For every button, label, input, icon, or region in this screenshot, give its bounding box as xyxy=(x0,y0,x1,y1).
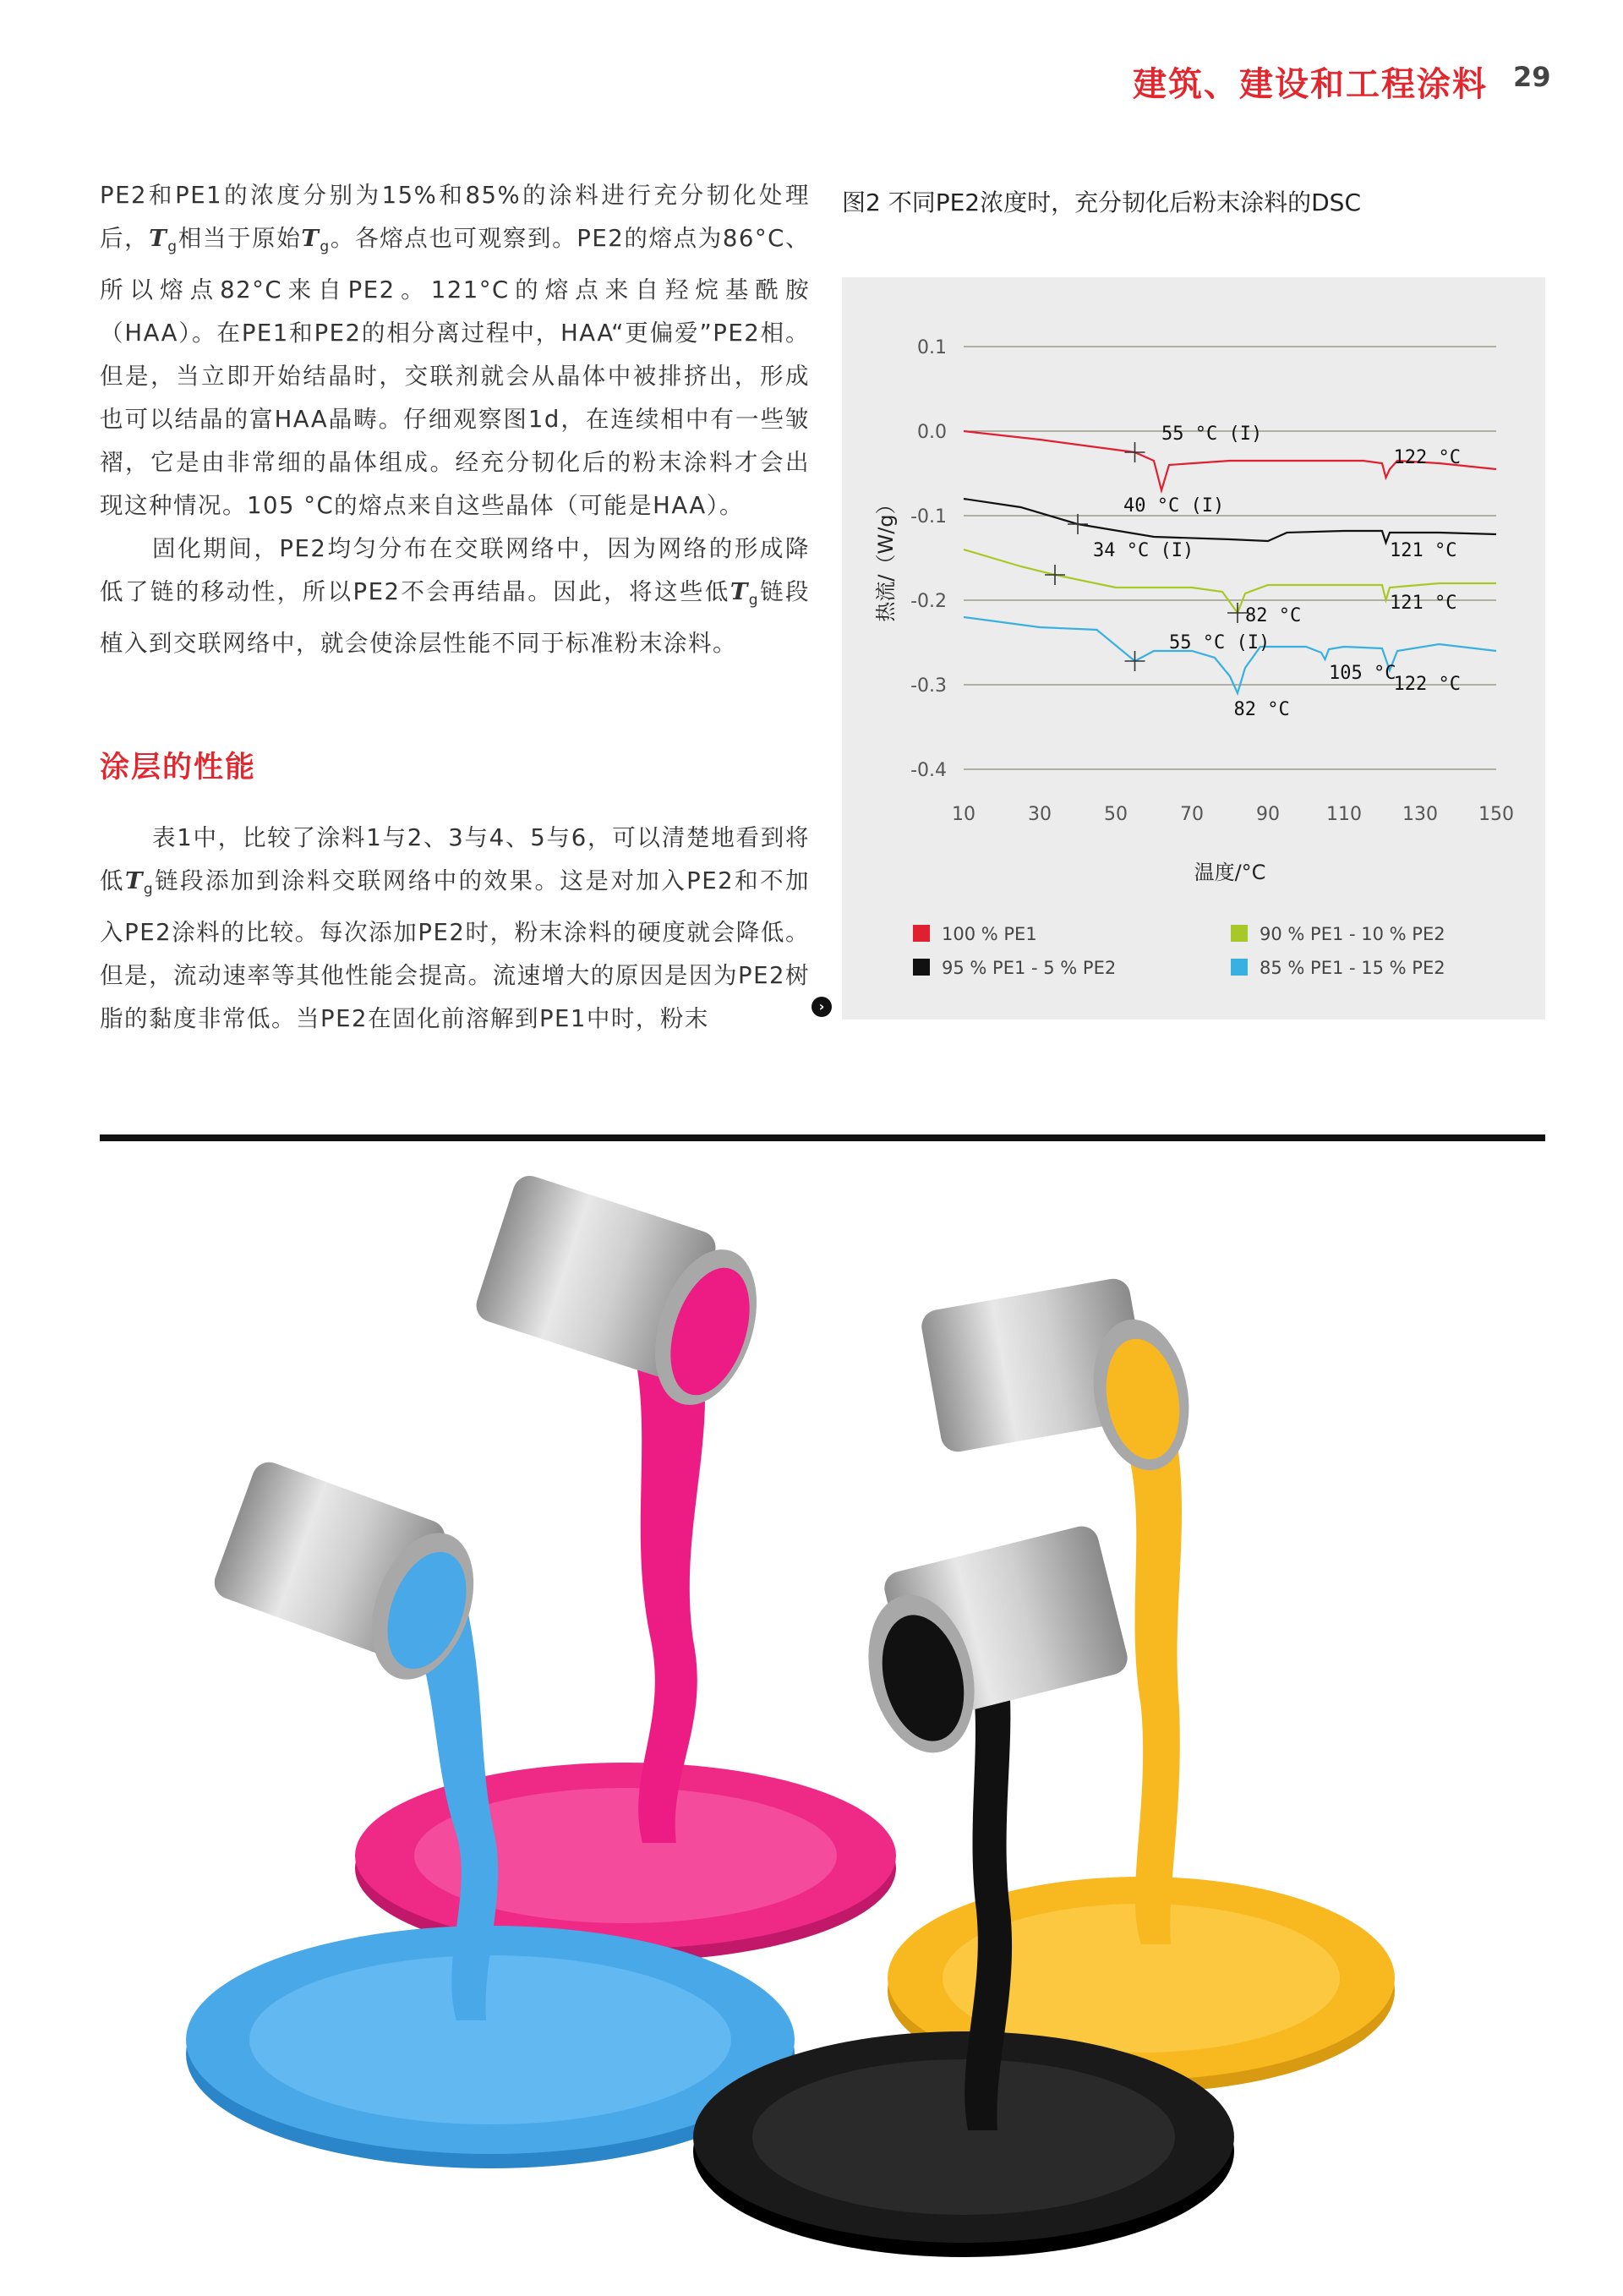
x-tick-label: 130 xyxy=(1402,804,1438,825)
page-number: 29 xyxy=(1513,61,1551,93)
y-tick-label: -0.2 xyxy=(910,591,947,612)
data-label: 40 °C (I) xyxy=(1123,495,1225,517)
legend-swatch xyxy=(1231,959,1248,976)
body-text-column xyxy=(100,174,810,665)
data-label: 105 °C xyxy=(1329,663,1396,684)
magenta-paint-can xyxy=(472,1172,774,1419)
data-label: 82 °C xyxy=(1245,605,1302,626)
y-tick-label: -0.1 xyxy=(910,506,947,528)
dsc-chart-panel xyxy=(842,277,1545,1020)
x-tick-label: 50 xyxy=(1104,804,1128,825)
data-label: 121 °C xyxy=(1390,593,1457,614)
data-label: 34 °C (I) xyxy=(1093,540,1194,561)
x-tick-label: 110 xyxy=(1326,804,1362,825)
x-axis-label: 温度/°C xyxy=(1194,861,1266,884)
series-line xyxy=(964,499,1496,543)
black-gear xyxy=(693,2031,1234,2257)
section-heading: 涂层的性能 xyxy=(100,751,257,784)
data-label: 122 °C xyxy=(1393,447,1461,468)
x-tick-label: 70 xyxy=(1180,804,1204,825)
data-label: 55 °C (I) xyxy=(1161,424,1263,445)
section-divider xyxy=(100,1134,1545,1141)
legend-swatch xyxy=(913,925,930,942)
paragraph-2: 固化期间，PE2均匀分布在交联网络中，因为网络的形成降低了链的移动性，所以PE2不会再结晶。因此，将这些低$T_g$链段植入到交联网络中，就会使涂层性能不同于标准粉末涂料。 xyxy=(100,535,810,657)
x-tick-label: 10 xyxy=(952,804,975,825)
header-title: 建筑、建设和工程涂料 xyxy=(1133,65,1488,104)
y-tick-label: 0.1 xyxy=(917,337,947,358)
x-tick-label: 150 xyxy=(1478,804,1514,825)
paint-cans-illustration xyxy=(152,1167,1471,2282)
y-axis-label: 热流/（W/g） xyxy=(874,494,898,622)
figure-caption: 图2 不同PE2浓度时，充分韧化后粉末涂料的DSC xyxy=(842,189,1361,216)
legend-label: 95 % PE1 - 5 % PE2 xyxy=(942,958,1117,978)
y-tick-label: -0.3 xyxy=(910,675,947,697)
legend-swatch xyxy=(913,959,930,976)
y-tick-label: -0.4 xyxy=(910,760,947,781)
y-tick-label: 0.0 xyxy=(917,422,947,443)
legend-label: 100 % PE1 xyxy=(942,924,1037,944)
legend-label: 85 % PE1 - 15 % PE2 xyxy=(1260,958,1445,978)
data-label: 122 °C xyxy=(1393,674,1461,695)
data-label: 121 °C xyxy=(1390,540,1457,561)
data-label: 82 °C xyxy=(1233,699,1290,720)
paragraph-3: 表1中，比较了涂料1与2、3与4、5与6，可以清楚地看到将低$T_g$链段添加到涂料交联网络中的效果。这是对加入PE2和不加入PE2涂料的比较。每次添加PE2时，粉末涂料的硬度就会降低。但是，流动速率等其他性能会提高。流速增大的原因是因为PE2树脂的黏度非常低。当PE2在固化前溶解到PE1中时，粉末 xyxy=(100,824,810,1032)
body-text-column-2 xyxy=(100,817,810,1041)
legend-label: 90 % PE1 - 10 % PE2 xyxy=(1260,924,1445,944)
dsc-chart xyxy=(842,277,1545,1020)
arrow-right-circle-icon: › xyxy=(812,997,832,1017)
yellow-paint-can xyxy=(919,1276,1200,1479)
legend-swatch xyxy=(1231,925,1248,942)
x-tick-label: 90 xyxy=(1256,804,1280,825)
x-tick-label: 30 xyxy=(1028,804,1052,825)
paragraph-1: PE2和PE1的浓度分别为15%和85%的涂料进行充分韧化处理后，$T_g$相当于原始$T_g$。各熔点也可观察到。PE2的熔点为86°C、所以熔点82°C来自PE2。121°C的熔点来自羟烷基酰胺（HAA）。在PE1和PE2的相分离过程中，HAA“更偏爱”PE2相。但是，当立即开始结晶时，交联剂就会从晶体中被排挤出，形成也可以结晶的富HAA晶畴。仔细观察图1d，在连续相中有一些皱褶，它是由非常细的晶体组成。经充分韧化后的粉末涂料才会出现这种情况。105 °C的熔点来自这些晶体（可能是HAA）。 xyxy=(100,182,811,519)
yellow-paint-stream xyxy=(1124,1429,1182,1944)
data-label: 55 °C (I) xyxy=(1169,632,1271,653)
